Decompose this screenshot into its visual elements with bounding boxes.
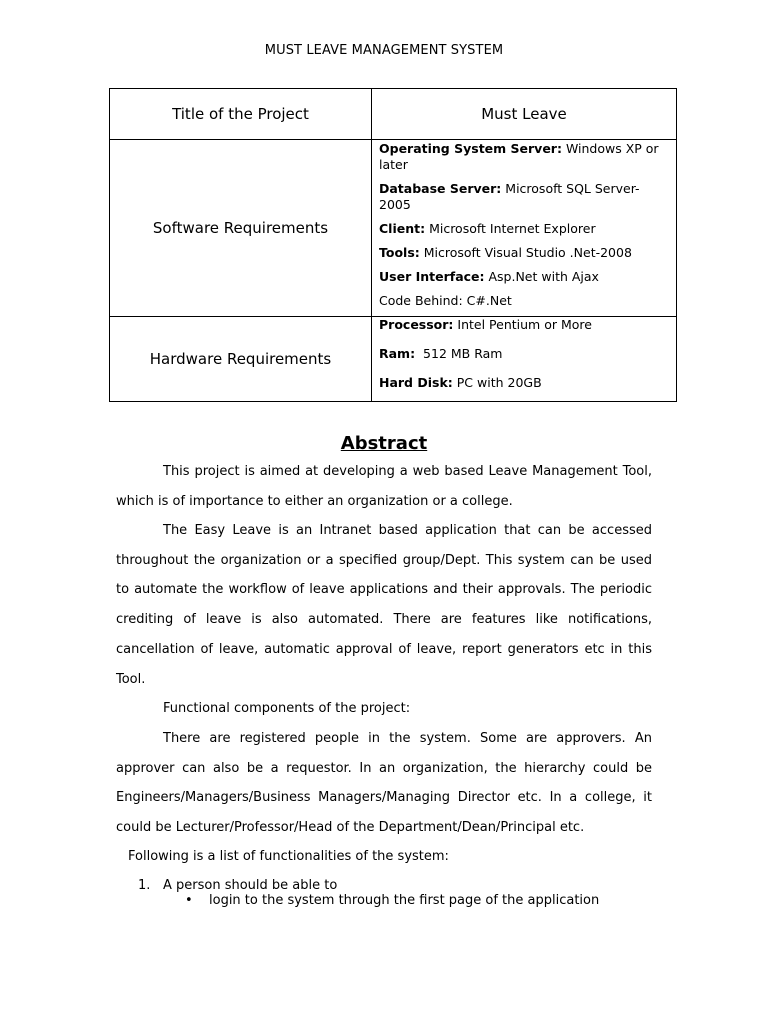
requirements-table bbox=[109, 88, 677, 402]
spec-line: User Interface: Asp.Net with Ajax bbox=[379, 269, 599, 284]
table-row bbox=[110, 89, 677, 140]
spec-line: Tools: Microsoft Visual Studio .Net-2008 bbox=[379, 245, 632, 260]
table-row bbox=[110, 140, 677, 317]
hardware-requirements-label: Hardware Requirements bbox=[110, 317, 372, 402]
abstract-paragraph-3: Functional components of the project: bbox=[163, 701, 411, 716]
list-number: 1. bbox=[138, 878, 151, 893]
spec-line: Processor: Intel Pentium or More bbox=[379, 317, 592, 332]
abstract-paragraph-1: This project is aimed at developing a web based Leave Management Tool, which is of importance to either an organization or a college. bbox=[116, 464, 652, 509]
hardware-requirements-list bbox=[372, 317, 677, 402]
spec-line: Database Server: Microsoft SQL Server-2005 bbox=[379, 181, 640, 212]
software-requirements-list bbox=[372, 140, 677, 317]
spec-line: Client: Microsoft Internet Explorer bbox=[379, 221, 596, 236]
abstract-paragraph-2: The Easy Leave is an Intranet based application that can be accessed throughout the organization or a specified group/Dept. This system can be used to automate the workflow of leave applications and their approvals. The periodic crediting of leave is also automated. There are features like notifications, cancellation of leave, automatic approval of leave, report generators etc in this Tool. bbox=[116, 523, 652, 687]
bullet-item: login to the system through the first page of the application bbox=[209, 893, 600, 908]
spec-line: Operating System Server: Windows XP or later bbox=[379, 141, 659, 172]
bullet-icon: • bbox=[185, 893, 193, 908]
software-requirements-label: Software Requirements bbox=[110, 140, 372, 317]
abstract-paragraph-4: There are registered people in the system. Some are approvers. An approver can also be a requestor. In an organization, the hierarchy could be Engineers/Managers/Business Managers/Managing Director etc. In a college, it could be Lecturer/Professor/Head of the Department/Dean/Principal etc. bbox=[116, 731, 652, 836]
project-title-value: Must Leave bbox=[372, 89, 677, 140]
spec-line: Code Behind: C#.Net bbox=[379, 293, 512, 308]
abstract-heading: Abstract bbox=[340, 433, 428, 454]
spec-line: Ram: 512 MB Ram bbox=[379, 346, 503, 361]
spec-line: Hard Disk: PC with 20GB bbox=[379, 375, 542, 390]
table-row bbox=[110, 317, 677, 402]
document-header: MUST LEAVE MANAGEMENT SYSTEM bbox=[264, 43, 504, 58]
functionalities-intro: Following is a list of functionalities of the system: bbox=[128, 849, 449, 864]
project-title-label: Title of the Project bbox=[110, 89, 372, 140]
list-item: A person should be able to bbox=[163, 878, 338, 893]
